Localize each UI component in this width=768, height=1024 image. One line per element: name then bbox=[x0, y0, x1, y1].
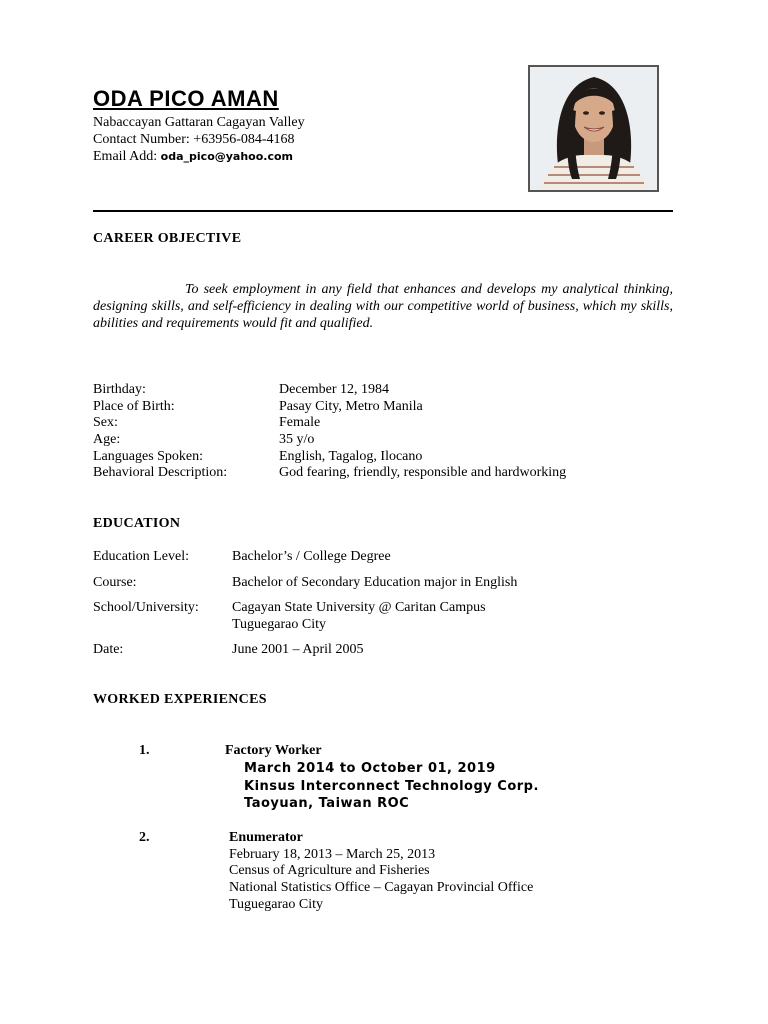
birthplace-value: Pasay City, Metro Manila bbox=[279, 399, 423, 414]
behavior-label: Behavioral Description: bbox=[93, 465, 228, 480]
school-value: Cagayan State University @ Caritan Campus bbox=[232, 600, 486, 615]
age-label: Age: bbox=[93, 432, 121, 447]
sex-label: Sex: bbox=[93, 415, 118, 430]
school-label: School/University: bbox=[93, 600, 199, 615]
education-level-value: Bachelor’s / College Degree bbox=[232, 549, 391, 564]
behavior-value: God fearing, friendly, responsible and hardworking bbox=[279, 465, 567, 480]
experience-2-office: National Statistics Office – Cagayan Provincial Office bbox=[229, 880, 534, 895]
date-label: Date: bbox=[93, 642, 124, 657]
experience-1-dates: March 2014 to October 01, 2019 bbox=[244, 761, 496, 776]
career-objective-text: To seek employment in any field that enhances and develops my analytical thinking, designing skills, and self-efficiency in dealing with our competitive world of business, which my skills, abilities and requirements would fit and qualified. bbox=[93, 282, 673, 331]
course-value: Bachelor of Secondary Education major in English bbox=[232, 575, 518, 590]
birthday-value: December 12, 1984 bbox=[279, 382, 390, 397]
email-line bbox=[93, 148, 293, 165]
portrait-image bbox=[530, 67, 657, 190]
date-value: June 2001 – April 2005 bbox=[232, 642, 364, 657]
languages-label: Languages Spoken: bbox=[93, 449, 204, 464]
school-city: Tuguegarao City bbox=[232, 617, 326, 632]
education-level-label: Education Level: bbox=[93, 549, 190, 564]
sex-value: Female bbox=[279, 415, 321, 430]
birthday-label: Birthday: bbox=[93, 382, 146, 397]
experience-2-number: 2. bbox=[139, 830, 150, 845]
experience-1-position: Factory Worker bbox=[225, 743, 322, 758]
experience-1-number: 1. bbox=[139, 743, 150, 758]
header-divider bbox=[93, 210, 673, 212]
age-value: 35 y/o bbox=[279, 432, 315, 447]
experience-2-position: Enumerator bbox=[229, 830, 303, 845]
career-objective-heading: CAREER OBJECTIVE bbox=[93, 231, 242, 246]
experience-1-location: Taoyuan, Taiwan ROC bbox=[244, 796, 410, 811]
applicant-name: ODA PICO AMAN bbox=[93, 86, 279, 111]
profile-photo bbox=[528, 65, 659, 192]
email-address: oda_pico@yahoo.com bbox=[160, 150, 294, 163]
course-label: Course: bbox=[93, 575, 137, 590]
email-label: Email Add: bbox=[93, 149, 158, 164]
experience-heading: WORKED EXPERIENCES bbox=[93, 692, 267, 707]
experience-2-dates: February 18, 2013 – March 25, 2013 bbox=[229, 847, 436, 862]
languages-value: English, Tagalog, Ilocano bbox=[279, 449, 423, 464]
experience-2-city: Tuguegarao City bbox=[229, 897, 323, 912]
experience-2-project: Census of Agriculture and Fisheries bbox=[229, 863, 430, 878]
address: Nabaccayan Gattaran Cagayan Valley bbox=[93, 115, 305, 130]
experience-1-company: Kinsus Interconnect Technology Corp. bbox=[244, 779, 539, 794]
birthplace-label: Place of Birth: bbox=[93, 399, 175, 414]
education-heading: EDUCATION bbox=[93, 516, 181, 531]
contact-number: Contact Number: +63956-084-4168 bbox=[93, 132, 295, 147]
